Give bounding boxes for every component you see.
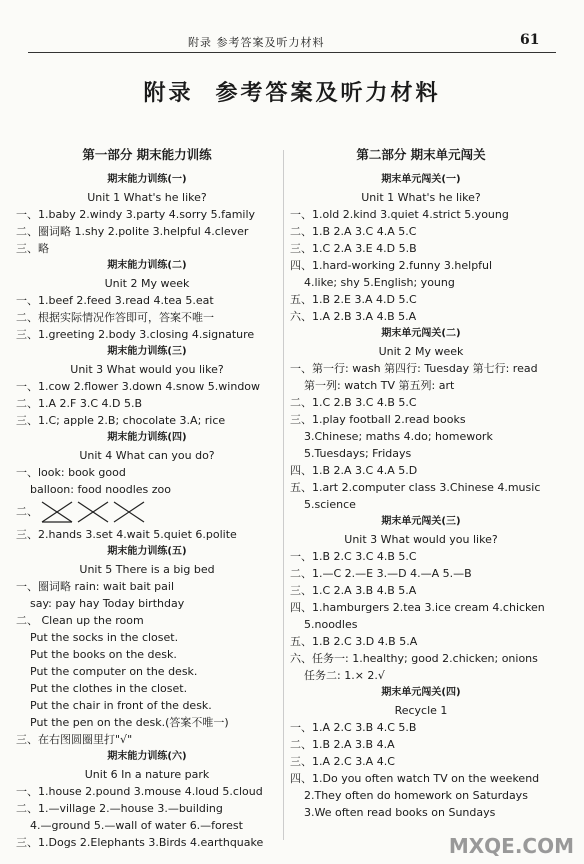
unit-title: Unit 6 In a nature park [84,768,210,781]
answer-line: Put the chair in front of the desk. [30,699,212,712]
answer-line: 三、略 [16,242,49,255]
unit-title: Unit 4 What can you do? [79,449,215,462]
answer-line: Put the socks in the closet. [30,631,179,644]
answer-line: 三、1.greeting 2.body 3.closing 4.signature [16,328,255,341]
answer-line: 4.like; shy 5.English; young [304,276,455,289]
unit-title: Unit 1 What's he like? [87,191,207,204]
answer-line: 二、1.B 2.A 3.B 4.A [290,738,395,751]
column-divider [283,150,284,840]
answer-line: 一、1.B 2.C 3.C 4.B 5.C [290,550,417,563]
answer-line: 一、1.cow 2.flower 3.down 4.snow 5.window [16,380,261,393]
unit-title: Unit 3 What would you like? [70,363,224,376]
section-title: 期末能力训练(五) [107,546,187,557]
left-column [16,146,278,851]
answer-line: 四、1.hard-working 2.funny 3.helpful [290,259,493,272]
answer-line: 一、1.house 2.pound 3.mouse 4.loud 5.cloud [16,785,263,798]
answer-line: 三、在右图圆圈里打"√" [16,733,133,746]
section-title: 期末能力训练(六) [107,751,187,762]
appendix-title [0,76,584,107]
answer-line: 三、2.hands 3.set 4.wait 5.quiet 6.polite [16,528,237,541]
section-title: 期末单元闯关(二) [381,328,461,339]
answer-line: say: pay hay Today birthday [30,597,185,610]
part-two-title: 第二部分 期末单元闯关 [356,147,486,162]
unit-title: Unit 5 There is a big bed [79,563,215,576]
answer-line: Put the pen on the desk.(答案不唯一) [30,716,229,729]
section-title: 期末单元闯关(一) [381,174,461,185]
matching-lines [16,498,278,526]
running-header: 附录 参考答案及听力材料 [188,36,325,49]
answer-line: 一、1.beef 2.feed 3.read 4.tea 5.eat [16,294,214,307]
unit-title: Unit 2 My week [104,277,190,290]
answer-line: 5.Tuesdays; Fridays [304,447,412,460]
unit-title: Recycle 1 [394,704,448,717]
answer-line: 二、1.B 2.A 3.C 4.A 5.C [290,225,417,238]
header-rule [28,52,556,53]
answer-line: 二、根据实际情况作答即可，答案不唯一 [16,311,214,324]
unit-title: Unit 3 What would you like? [344,533,498,546]
answer-line: balloon: food noodles zoo [30,483,171,496]
answer-line: 第一列: watch TV 第五列: art [304,379,455,392]
section-title: 期末能力训练(四) [107,432,187,443]
answer-line: 六、任务一: 1.healthy; good 2.chicken; onions [290,652,538,665]
answer-line: 一、1.A 2.C 3.B 4.C 5.B [290,721,417,734]
answer-line: 一、look: book good [16,466,126,479]
answer-line: 任务二: 1.× 2.√ [304,669,385,682]
answer-line: 三、1.Dogs 2.Elephants 3.Birds 4.earthquake [16,836,264,849]
answer-line: 3.Chinese; maths 4.do; homework [304,430,493,443]
answer-line: 三、1.C; apple 2.B; chocolate 3.A; rice [16,414,226,427]
answer-line: 5.science [304,498,356,511]
answer-line: 六、1.A 2.B 3.A 4.B 5.A [290,310,417,323]
answer-line: 一、圈词略 rain: wait bait pail [16,580,175,593]
page-header [0,0,584,56]
answer-line: 三、1.A 2.C 3.A 4.C [290,755,395,768]
answer-line: 四、1.hamburgers 2.tea 3.ice cream 4.chicken [290,601,545,614]
answer-line: Put the books on the desk. [30,648,177,661]
answer-line: 五、1.B 2.C 3.D 4.B 5.A [290,635,418,648]
answer-line: 一、第一行: wash 第四行: Tuesday 第七行: read [290,362,538,375]
answer-line: 一、1.old 2.kind 3.quiet 4.strict 5.young [290,208,509,221]
matching-diagram [38,498,188,526]
title-right: 参考答案及听力材料 [215,81,441,106]
unit-title: Unit 2 My week [378,345,464,358]
part-one-title: 第一部分 期末能力训练 [82,147,212,162]
answer-line: 二、1.—C 2.—E 3.—D 4.—A 5.—B [290,567,472,580]
answer-line: 二、1.C 2.B 3.C 4.B 5.C [290,396,417,409]
answer-line: 3.We often read books on Sundays [304,806,496,819]
answer-line: Put the computer on the desk. [30,665,198,678]
answer-line: 五、1.art 2.computer class 3.Chinese 4.music [290,481,541,494]
matching-label: 二、 [16,505,38,518]
answer-line: 三、1.C 2.A 3.B 4.B 5.A [290,584,417,597]
answer-line: 四、1.Do you often watch TV on the weekend [290,772,540,785]
answer-line: 三、1.play football 2.read books [290,413,466,426]
answer-line: 二、 Clean up the room [16,614,144,627]
section-title: 期末能力训练(二) [107,260,187,271]
answer-line: 一、1.baby 2.windy 3.party 4.sorry 5.family [16,208,256,221]
answer-line: 5.noodles [304,618,358,631]
title-left: 附录 [143,81,194,106]
section-title: 期末单元闯关(三) [381,516,461,527]
answer-line: 二、1.—village 2.—house 3.—building [16,802,223,815]
answer-line: 二、圈词略 1.shy 2.polite 3.helpful 4.clever [16,225,249,238]
answer-line: 4.—ground 5.—wall of water 6.—forest [30,819,243,832]
answer-line: 三、1.C 2.A 3.E 4.D 5.B [290,242,417,255]
section-title: 期末能力训练(三) [107,346,187,357]
answer-line: 四、1.B 2.A 3.C 4.A 5.D [290,464,418,477]
answer-line: 五、1.B 2.E 3.A 4.D 5.C [290,293,417,306]
answer-line: 二、1.A 2.F 3.C 4.D 5.B [16,397,143,410]
watermark-text: MXQE.COM [448,834,574,858]
page-number: 61 [520,32,540,48]
section-title: 期末单元闯关(四) [381,687,461,698]
answer-line: 2.They often do homework on Saturdays [304,789,528,802]
section-title: 期末能力训练(一) [107,174,187,185]
answer-line: Put the clothes in the closet. [30,682,188,695]
right-column [290,146,552,821]
unit-title: Unit 1 What's he like? [361,191,481,204]
